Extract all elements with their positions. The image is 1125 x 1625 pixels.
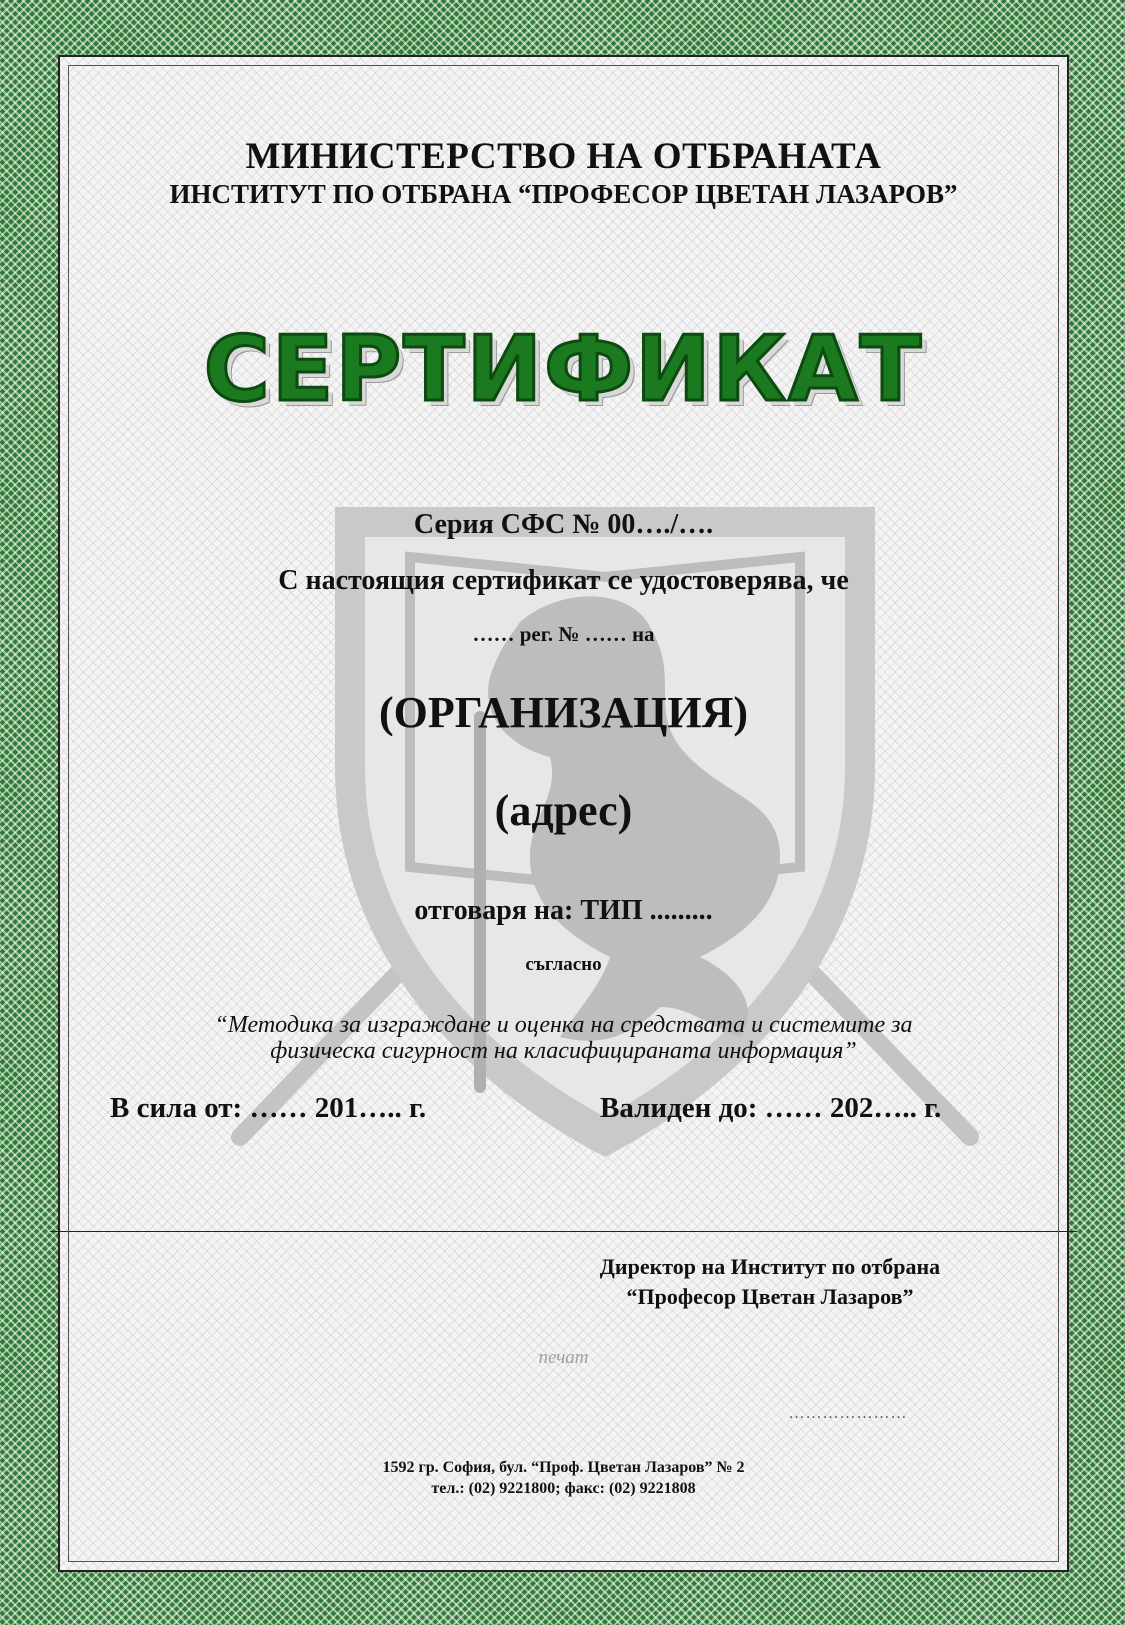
footer-address: 1592 гр. София, бул. “Проф. Цветан Лазаров” № 2 (382, 1459, 745, 1476)
methodology-line-1: “Методика за изграждане и оценка на средствата и системите за (214, 1012, 913, 1038)
organization-placeholder: (ОРГАНИЗАЦИЯ) (378, 688, 749, 737)
stamp-placeholder: печат (538, 1347, 589, 1368)
valid-to: Валиден до: …… 202….. г. (600, 1092, 942, 1124)
director-title (570, 1252, 970, 1312)
type-compliance: отговаря на: ТИП ......... (414, 895, 713, 926)
address-placeholder: (адрес) (494, 786, 633, 835)
footer-phones: тел.: (02) 9221800; факс: (02) 9221808 (431, 1480, 696, 1497)
according-label: съгласно (525, 954, 602, 975)
director-line-2: “Професор Цветан Лазаров” (626, 1284, 914, 1309)
certifies-statement: С настоящия сертификат се удостоверява, че (278, 565, 849, 596)
methodology-reference (60, 1012, 1067, 1064)
section-divider (50, 1231, 1077, 1232)
signature-line: ………………… (788, 1405, 908, 1422)
director-line-1: Директор на Институт по отбрана (599, 1254, 941, 1279)
methodology-line-2: физическа сигурност на класифицираната информация” (270, 1038, 857, 1064)
valid-from: В сила от: …… 201….. г. (110, 1092, 427, 1124)
institute-heading: ИНСТИТУТ ПО ОТБРАНА “ПРОФЕСОР ЦВЕТАН ЛАЗАРОВ” (169, 179, 958, 209)
ministry-heading: МИНИСТЕРСТВО НА ОТБРАНАТА (245, 136, 882, 177)
registration-line: …… рег. № …… на (472, 622, 655, 646)
footer-contacts (60, 1457, 1067, 1499)
series-number: Серия СФС № 00…./…. (413, 509, 714, 540)
certificate-title: СЕРТИФИКАТ (203, 317, 924, 422)
certificate-inner-panel (58, 55, 1069, 1572)
